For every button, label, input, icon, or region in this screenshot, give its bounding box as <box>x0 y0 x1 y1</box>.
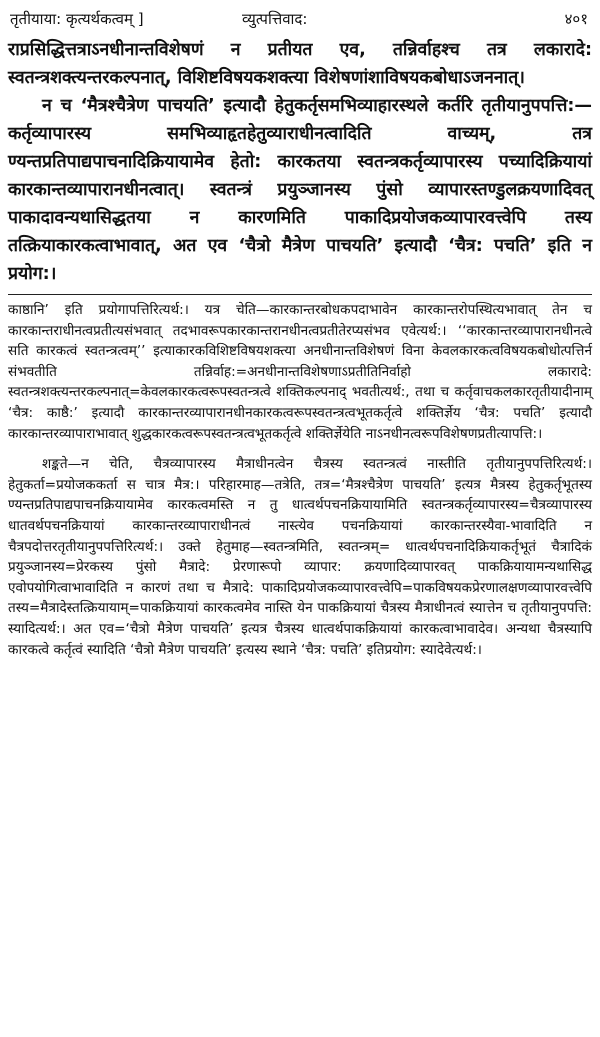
page-number: ४०१ <box>564 10 588 28</box>
main-text <box>8 36 592 288</box>
commentary <box>8 300 592 660</box>
running-header <box>8 6 592 36</box>
paragraph-gap <box>8 444 592 454</box>
main-paragraph: न च ‘मैत्रश्चैत्रेण पाचयति’ इत्यादौ हेतुकर्तृसमभिव्याहारस्थले कर्तरि तृतीयानुपपत्ति:—कर्तृव्यापारस्य समभिव्याहृतहेतुव्याराधीनत्वादिति वाच्यम्, तत्र ण्यन्तप्रतिपाद्यपाचनादिक्रियायामेव हेतो: कारकतया स्वतन्त्रकर्तृव्यापारस्य पच्यादिक्रियायां कारकान्तव्यापारानधीनत्वात्। स्वतन्त्रं प्रयुञ्जानस्य पुंसो व्यापारस्तण्डुलक्रयणादिवत् पाकादावन्यथासिद्धतया न कारणमिति पाकादिप्रयोजकव्यापारवत्त्वेपि तस्य तत्क्रियाकारकत्वाभावात्, अत एव ‘चैत्रो मैत्रेण पाचयति’ इत्यादौ ‘चैत्र: पचति’ इति न प्रयोग:। <box>8 96 592 284</box>
main-paragraph: राप्रसिद्धित्तत्राऽनधीनान्तविशेषणं न प्रतीयत एव, तन्निर्वाहश्च तत्र लकारादे: स्वतन्त्रशक्त्यन्तरकल्पनात्, विशिष्टविषयकशक्त्या विशेषणांशाविषयकबोधाऽजननात्। <box>8 40 592 88</box>
divider <box>8 294 592 295</box>
section-title: तृतीयाया: कृत्यर्थकत्वम् ] <box>10 10 144 28</box>
commentary-paragraph: काष्ठानि’ इति प्रयोगापत्तिरित्यर्थ:। यत्र चेति—कारकान्तरबोधकपदाभावेन कारकान्तरोपस्थित्यभावात् तेन च कारकान्तराधीनत्वप्रतीत्यसंभवात् तदभावरूपकारकान्तरानधीनत्वप्रतीतेरप्यसंभव एवेत्यर्थ:। ‘‘कारकान्तरव्यापारानधीनत्वे सति कारकत्वं स्वतन्त्रत्वम्’’ इत्याकारकविशिष्टविषयशक्त्या अनधीनान्तविशेषणं विना केवलकारकत्वविषयकबोधोत्पत्तिर्न संभवतीति तन्निर्वाह:=अनधीनान्तविशेषणाऽप्रतीतिनिर्वाहो लकारादे: स्वतन्त्रशक्त्यन्तरकल्पनात्=केवलकारकत्वरूपस्वतन्त्रत्वे शक्तिकल्पनाद् भवतीत्यर्थ:, तथा च कर्तृवाचकलकारतृतीयादीनाम् ‘चैत्र: काष्ठै:’ इत्यादौ कारकान्तरव्यापारानधीनकारकत्वरूपस्वतन्त्रत्वभूतकर्तृत्वे शक्तिर्ज्ञेय ‘चैत्र: पचति’ इत्यादौ कारकान्तरव्यापाराभावात् शुद्धकारकत्वरूपस्वतन्त्रत्वभूतकर्तृत्वे शक्तिर्ज्ञेयेति नाऽनधीनत्वरूपविशेषणप्रतीत्यापत्ति:। <box>8 302 592 442</box>
book-title: व्युत्पत्तिवाद: <box>242 10 308 28</box>
commentary-paragraph: शङ्कते—न चेति, चैत्रव्यापारस्य मैत्राधीनत्वेन चैत्रस्य स्वतन्त्रत्वं नास्तीति तृतीयानुपपत्तिरित्यर्थ:। हेतुकर्ता=प्रयोजककर्ता स चात्र मैत्र:। परिहारमाह—तत्रेति, तत्र=‘मैत्रश्चैत्रेण पाचयति’ इत्यत्र मैत्रस्य हेतुकर्तृभूतस्य ण्यन्तप्रतिपाद्यपाचनक्रियायामेव कारकत्वमस्ति न तु धात्वर्थपचनक्रियायामिति स्वतन्त्रकर्तृव्यापारस्य=चैत्रव्यापारस्य धातवर्थपचनक्रियायां कारकान्तरव्यापाराधीनत्वं नास्त्येव पचनक्रियायां कारकान्तरस्यैवा-भावादिति न चैत्रपदोत्तरतृतीयानुपपत्तिरित्यर्थ:। उक्ते हेतुमाह—स्वतन्त्रमिति, स्वतन्त्रम्= धात्वर्थपचनादिक्रियाकर्तृभूतं चैत्रादिकं प्रयुञ्जानस्य=प्रेरकस्य पुंसो मैत्रादे: प्रेरणारूपो व्यापार: क्रयणादिव्यापारवत् पाकक्रियायामन्यथासिद्ध एवोपयोगित्वाभावादिति न कारणं तथा च मैत्रादे: पाकादिप्रयोजकव्यापारवत्त्वेपि=पाकविषयकप्रेरणालक्षणव्यापारवत्त्वेपि तस्य=मैत्रादेस्तत्क्रियायाम्=पाकक्रियायां कारकत्वमेव नास्ति येन पाकक्रियायां चैत्रस्य मैत्राधीनत्वं स्यात्तेन च तृतीयानुपपत्ति: स्यादित्यर्थ:। अत एव=‘चैत्रो मैत्रेण पाचयति’ इत्यत्र चैत्रस्य धात्वर्थपाकक्रियायां कारकत्वाभावादेव। अन्यथा चैत्रस्यापि कारकत्वे कर्तृत्वं स्यादिति ‘चैत्रो मैत्रेण पाचयति’ इत्यस्य स्थाने ‘चैत्र: पचति’ इतिप्रयोग: स्यादेवेत्यर्थ:। <box>8 456 592 658</box>
